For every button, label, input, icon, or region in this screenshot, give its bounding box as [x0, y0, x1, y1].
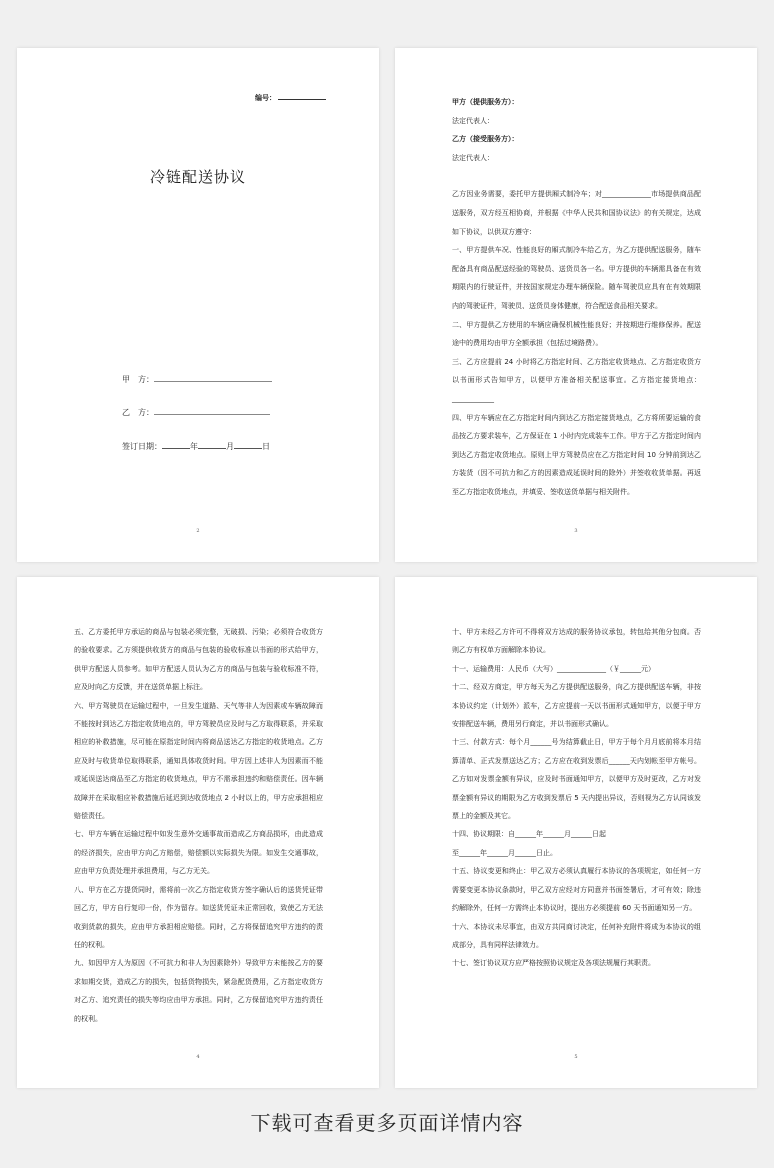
clause-3: 三、乙方应提前 24 小时将乙方指定时间、乙方指定收货地点、乙方指定收货方以书面形式告知甲方，以便甲方准备相关配送事宜。乙方指定接货地点：____________ [452, 357, 701, 403]
clause-8: 八、甲方在乙方提货同时，需将前一次乙方指定收货方签字确认后的送货凭证带回乙方，甲方自行复印一份，作为留存。如送货凭证未正常回收，致使乙方无法收到货款的损失，应由甲方承担相应赔偿。同时，乙方将保留追究甲方违约的责任的权利。 [74, 885, 323, 949]
clause-15: 十五、协议变更和终止：甲乙双方必须认真履行本协议的各项规定，如任何一方需要变更本协议条款时，甲乙双方应经对方同意并书面签署后，才可有效；除违约解除外，任何一方需终止本协议时，提出方必须提前 60 天书面通知另一方。 [452, 867, 701, 913]
party-b-rep: 法定代表人： [452, 153, 494, 162]
page-number: 3 [574, 528, 578, 534]
blank-line [452, 167, 701, 185]
party-a-label: 甲 方： [122, 375, 154, 384]
page-3-body [452, 93, 701, 501]
day-label: 日 [262, 442, 270, 451]
month-label: 月 [226, 442, 234, 451]
document-title: 冷链配送协议 [149, 168, 246, 186]
party-b-row [122, 406, 270, 418]
clause-12: 十二、经双方商定，甲方每天为乙方提供配送服务，向乙方提供配送车辆，非按本协议约定（计划外）派车，乙方应提前一天以书面形式通知甲方，以便于甲方安排配送车辆，费用另行商定，并以书面形式确认。 [452, 683, 701, 729]
clause-17: 十七、签订协议双方应严格按照协议规定及各项法规履行其职责。 [452, 959, 655, 968]
year-blank [162, 440, 190, 449]
clause-14-start: 十四、协议期限：自______年______月______日起 [452, 830, 606, 839]
clause-2: 二、甲方提供乙方使用的车辆应确保机械性能良好；并按期进行维修保养。配送途中的费用均由甲方全额承担（包括过境路费）。 [452, 320, 701, 348]
clause-7: 七、甲方车辆在运输过程中如发生意外交通事故而造成乙方商品损坏，由此造成的经济损失，应由甲方向乙方赔偿，赔偿额以实际损失为限。如发生交通事故，应由甲方负责处理并承担费用，与乙方无关。 [74, 830, 323, 876]
date-label: 签订日期： [122, 442, 162, 451]
clause-13: 十三、付款方式：每个月______号为结算截止日，甲方于每个月月底前将本月结算清单、正式发票送达乙方；乙方应在收到发票后______天内划帐至甲方帐号。乙方如对发票金额有异议，应及时书面通知甲方，以便甲方及时更改，乙方对发票金额有异议的期限为乙方收到发票后 5 天内提出异议，否则视为乙方认同该发票上的金额及其它。 [452, 738, 701, 821]
page-4 [17, 577, 379, 1088]
party-b-heading: 乙方（接受服务方）： [452, 135, 519, 144]
month-blank [198, 440, 226, 449]
clause-14-end: 至______年______月______日止。 [452, 848, 557, 857]
serial-label: 编号： [255, 94, 276, 102]
party-a-heading: 甲方（提供服务方）： [452, 98, 519, 106]
party-a-line [154, 373, 272, 382]
serial-underline [278, 93, 326, 100]
clause-10: 十、甲方未经乙方许可不得将双方达成的服务协议承包，转包给其他分包商。否则乙方有权单方面解除本协议。 [452, 628, 701, 655]
day-blank [234, 440, 262, 449]
page-3 [395, 48, 757, 562]
page-4-body [74, 623, 323, 1028]
party-a-rep: 法定代表人： [452, 116, 494, 125]
serial-number-field [255, 93, 326, 103]
clause-5: 五、乙方委托甲方承运的商品与包装必须完整，无破损、污染；必须符合收货方的验收要求。乙方须提供收货方的商品与包装的验收标准以书面的形式给甲方，供甲方配送人员参考。如甲方配送人员认为乙方的商品与包装与验收标准不符，应及时向乙方反馈，并在送货单据上标注。 [74, 628, 323, 692]
clause-11: 十一、运输费用：人民币（大写）______________（￥______元） [452, 664, 655, 673]
clause-16: 十六、本协议未尽事宜，由双方共同商讨决定，任何补充附件将成为本协议的组成部分，具有同样法律效力。 [452, 922, 701, 949]
page-cover [17, 48, 379, 562]
page-5-body [452, 623, 701, 973]
party-a-row [122, 373, 272, 385]
preamble: 乙方因业务需要，委托甲方提供厢式制冷车；对______________市场提供商品配送服务，双方经互相协商，并根据《中华人民共和国协议法》的有关规定，达成如下协议，以供双方遵守： [452, 190, 701, 236]
clause-6: 六、甲方驾驶员在运输过程中，一旦发生道路、天气等非人为因素或车辆故障而不能按时到达乙方指定收货地点的，甲方驾驶员应及时与乙方取得联系，并采取相应的补救措施，尽可能在原指定时间内将商品送达乙方指定的收货地点。乙方应及时与收货单位取得联系，通知具体收货时间。甲方因上述非人为因素而不能或延误送达商品至乙方指定的收货地点，甲方不需承担违约和赔偿责任。因车辆故障并在采取相应补救措施后延迟到达收货地点 2 小时以上的，甲方应承担相应赔偿责任。 [74, 701, 323, 821]
page-5 [395, 577, 757, 1088]
page-number: 5 [574, 1054, 578, 1060]
clause-9: 九、如因甲方人为原因（不可抗力和非人为因素除外）导致甲方未能按乙方的要求如期交货，造成乙方的损失，包括货物损失，紧急配货费用，乙方指定收货方对乙方、追究责任的损失等均应由甲方承担。同时，乙方保留追究甲方违约责任的权利。 [74, 959, 323, 1023]
page-number: 2 [196, 528, 200, 534]
party-b-label: 乙 方： [122, 408, 154, 417]
clause-1: 一、甲方提供车况、性能良好的厢式制冷车给乙方，为乙方提供配送服务，随车配备具有商品配送经验的驾驶员、送货员各一名。甲方提供的车辆需具备在有效期限内的行驶证件，并按国家规定办理车辆保险。随车驾驶员应具有在有效期限内的驾驶证件，驾驶员、送货员身体健康，符合配送食品相关要求。 [452, 246, 701, 310]
download-more-link[interactable]: 下载可查看更多页面详情内容 [250, 1111, 524, 1135]
year-label: 年 [190, 442, 198, 451]
page-number: 4 [196, 1054, 200, 1060]
party-b-line [154, 406, 270, 415]
sign-date-row [122, 440, 270, 452]
clause-4: 四、甲方车辆应在乙方指定时间内到达乙方指定接货地点，乙方将所要运输的食品按乙方要求装车，乙方保证在 1 小时内完成装车工作。甲方于乙方指定时间内到达乙方指定收货地点。原则上甲方驾驶员应在乙方指定时间 10 分钟前到达乙方装货（因不可抗力和乙方的因素造成延误时间的除外）并签收收货单据。再返至乙方指定收货地点，并填妥、签收送货单据与相关附件。 [452, 413, 701, 496]
